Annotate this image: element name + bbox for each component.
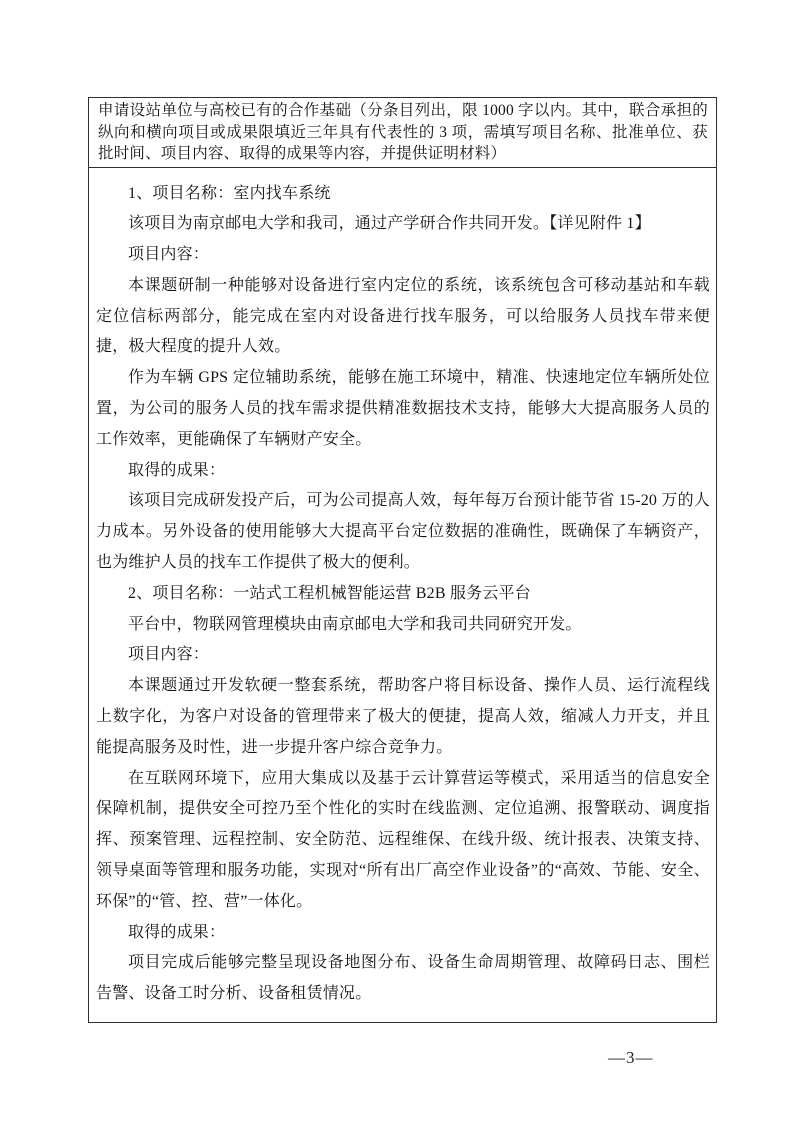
project1-content-label: 项目内容： xyxy=(128,246,210,264)
page-number: —3— xyxy=(608,1048,654,1067)
project1-title: 1、项目名称：室内找车系统 xyxy=(128,184,331,202)
project1-results-para: 该项目完成研发投产后，可为公司提高人效，每年每万台预计能节省 15-20 万的人力成本。另外设备的使用能够大大提高平台定位数据的准确性，既确保了车辆资产，也为维护人员的找车工作提供了极大的便利。 xyxy=(96,492,710,572)
cooperation-basis-table xyxy=(88,97,717,1023)
project1-content-para1: 本课题研制一种能够对设备进行室内定位的系统，该系统包含可移动基站和车载定位信标两部分，能完成在室内对设备进行找车服务，可以给服务人员找车带来便捷，极大程度的提升人效。 xyxy=(96,276,710,356)
form-header-cell xyxy=(89,98,716,168)
form-body-cell xyxy=(89,168,716,1023)
project2-title: 2、项目名称：一站式工程机械智能运营 B2B 服务云平台 xyxy=(128,584,531,602)
project2-content-label: 项目内容： xyxy=(128,646,210,664)
project2-intro: 平台中，物联网管理模块由南京邮电大学和我司共同研究开发。 xyxy=(128,615,582,633)
project2-results-label: 取得的成果： xyxy=(128,923,226,941)
project1-intro: 该项目为南京邮电大学和我司，通过产学研合作共同开发。【详见附件 1】 xyxy=(128,215,651,233)
project1-results-label: 取得的成果： xyxy=(128,461,226,479)
project2-content-para1: 本课题通过开发软硬一整套系统，帮助客户将目标设备、操作人员、运行流程线上数字化，为客户对设备的管理带来了极大的便捷，提高人效，缩减人力开支，并且能提高服务及时性，进一步提升客户综合竞争力。 xyxy=(96,677,710,756)
project2-results-para: 项目完成后能够完整呈现设备地图分布、设备生命周期管理、故障码日志、围栏告警、设备工时分析、设备租赁情况。 xyxy=(96,954,710,1003)
project1-content-para2: 作为车辆 GPS 定位辅助系统，能够在施工环境中，精准、快速地定位车辆所处位置，为公司的服务人员的找车需求提供精准数据技术支持，能够大大提高服务人员的工作效率，更能确保了车辆财产安全。 xyxy=(96,369,710,448)
form-header-text: 申请设站单位与高校已有的合作基础（分条目列出，限 1000 字以内。其中，联合承担的纵向和横向项目或成果限填近三年具有代表性的 3 项，需填写项目名称、批准单位、获批时间、项目内容、取得的成果等内容，并提供证明材料） xyxy=(98,102,708,162)
project2-content-para2: 在互联网环境下，应用大集成以及基于云计算营运等模式，采用适当的信息安全保障机制，提供安全可控乃至个性化的实时在线监测、定位追溯、报警联动、调度指挥、预案管理、远程控制、安全防范、远程维保、在线升级、统计报表、决策支持、领导桌面等管理和服务功能，实现对“所有出厂高空作业设备”的“高效、节能、安全、环保”的“管、控、营”一体化。 xyxy=(96,769,710,910)
